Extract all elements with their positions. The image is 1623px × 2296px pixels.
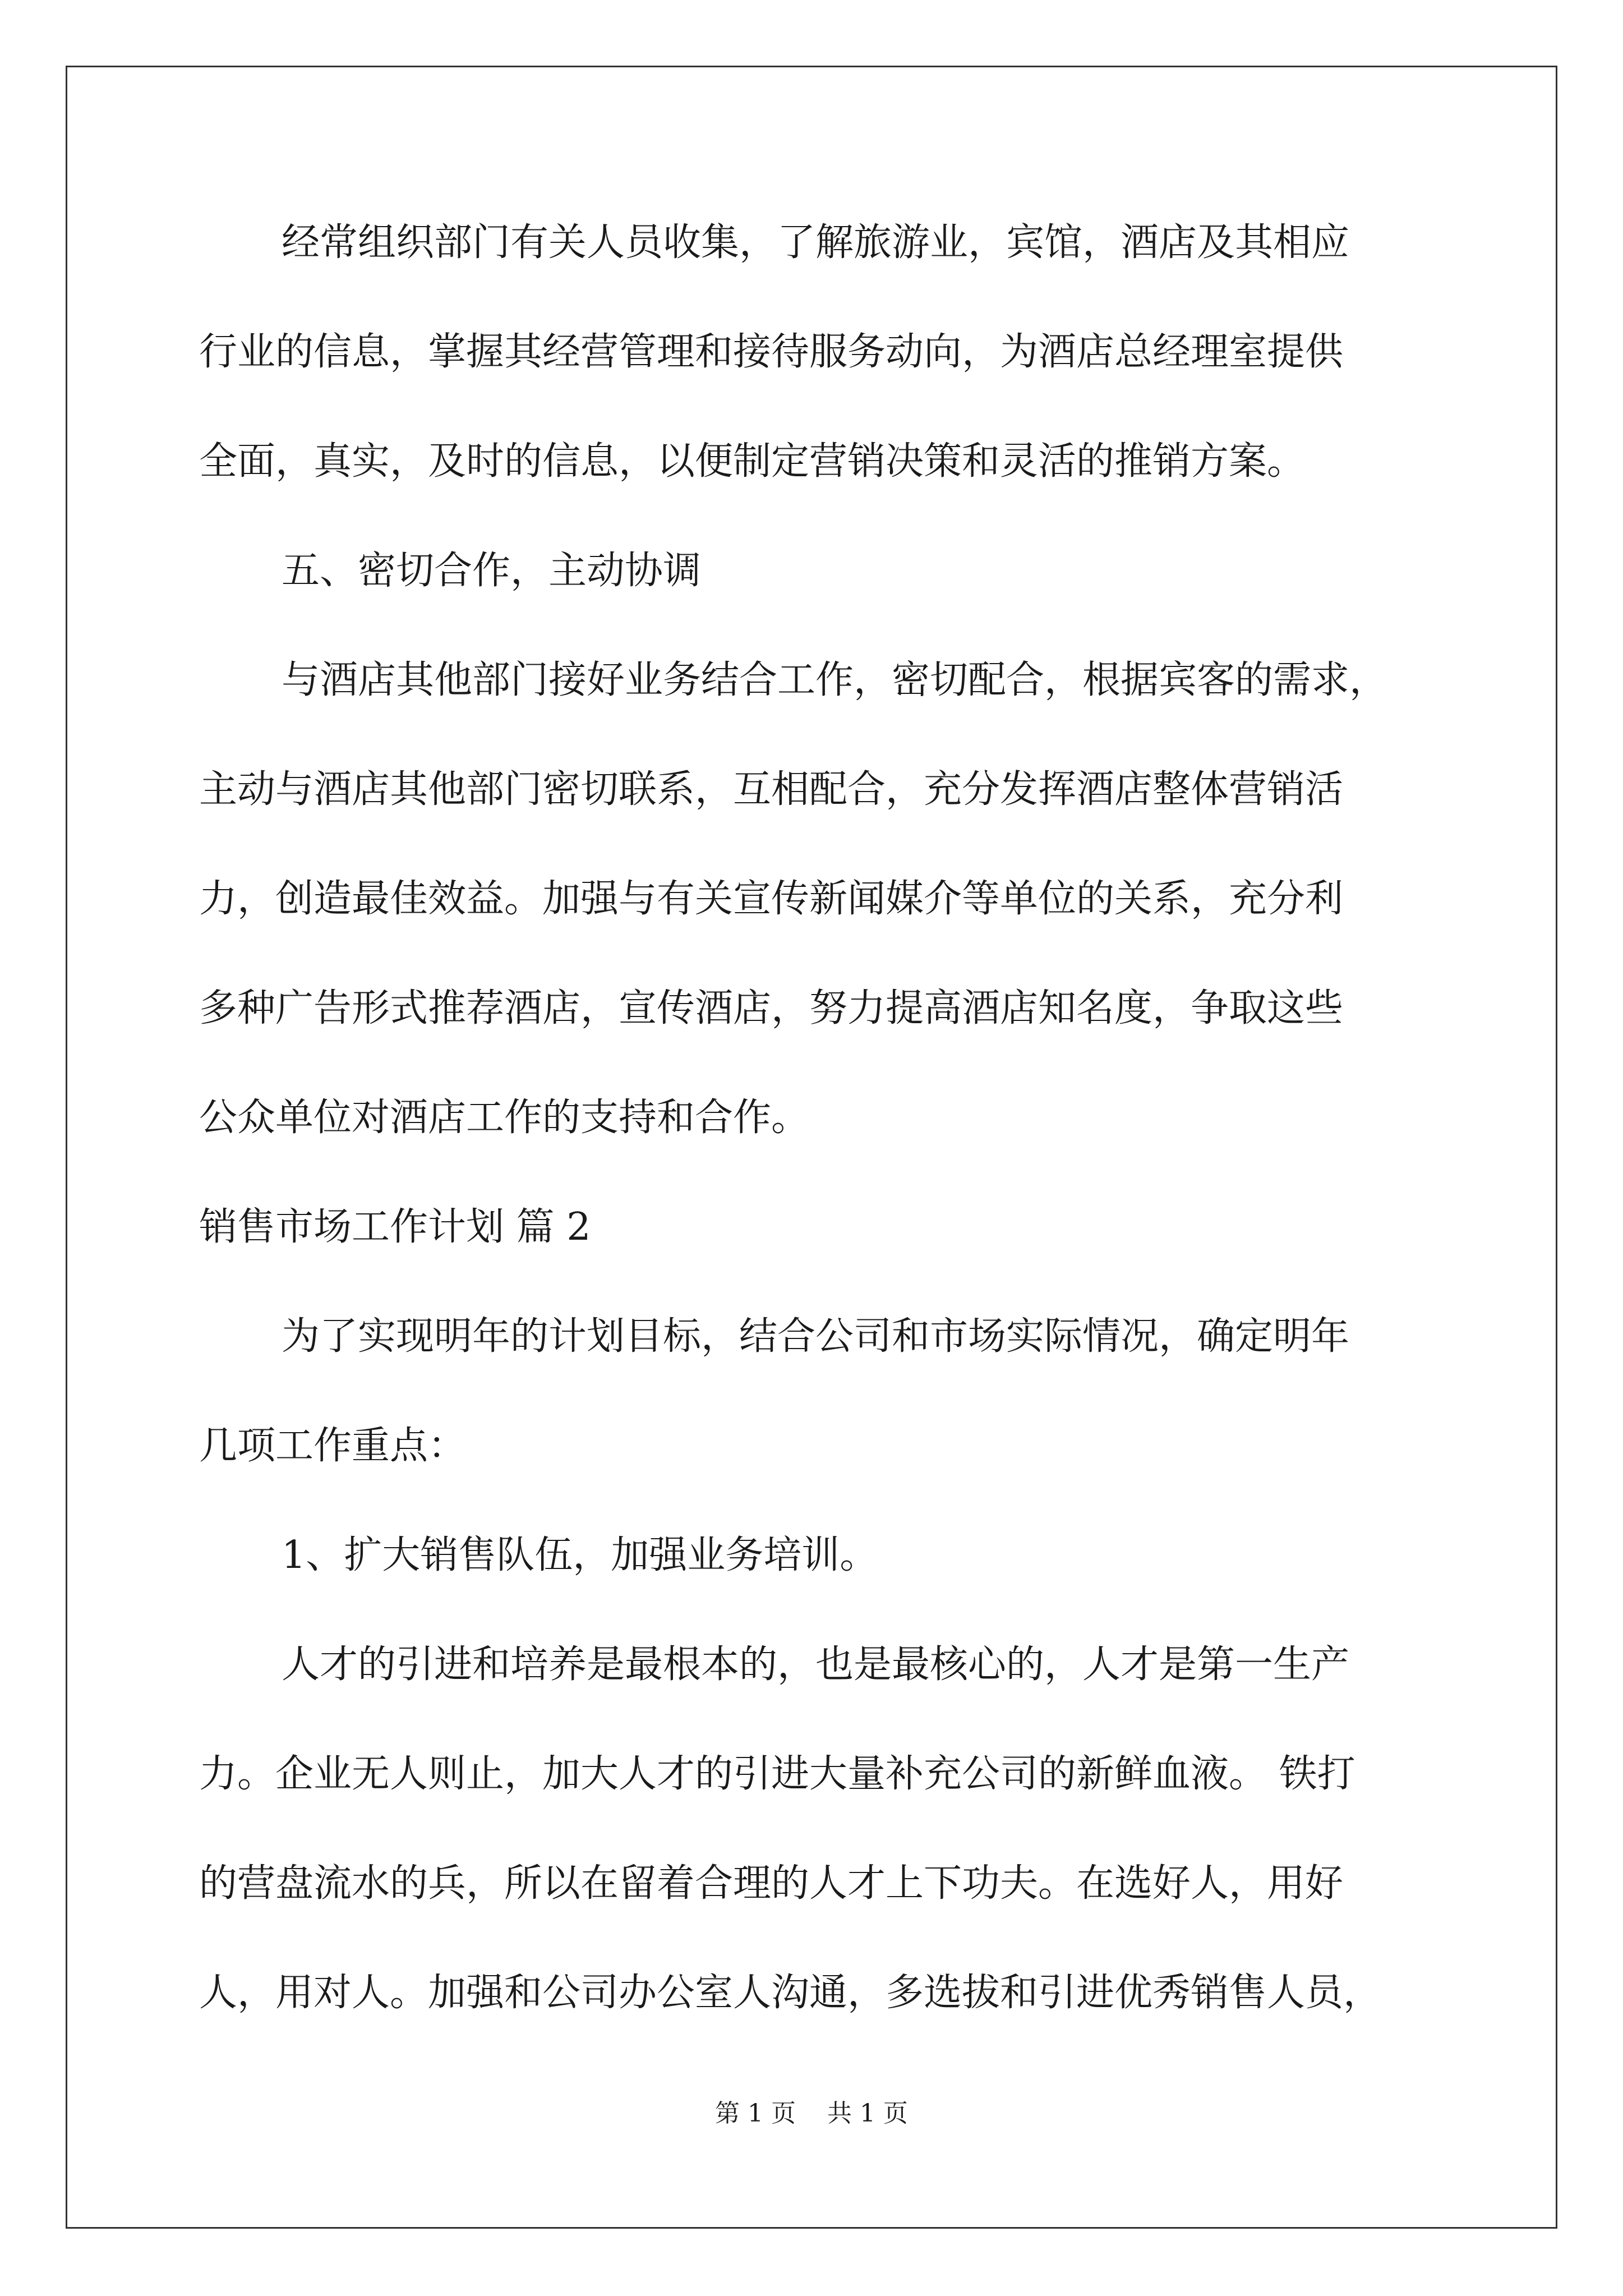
- paragraph-line: 经常组织部门有关人员收集，了解旅游业，宾馆，酒店及其相应: [282, 220, 1350, 265]
- paragraph-line: 力，创造最佳效益。加强与有关宣传新闻媒介等单位的关系，充分利: [199, 877, 1344, 921]
- paragraph-line: 的营盘流水的兵，所以在留着合理的人才上下功夫。在选好人，用好: [199, 1861, 1344, 1906]
- paragraph-line: 全面，真实，及时的信息，以便制定营销决策和灵活的推销方案。: [199, 439, 1306, 484]
- paragraph-line: 人才的引进和培养是最根本的，也是最核心的，人才是第一生产: [282, 1642, 1350, 1687]
- paragraph-line: 与酒店其他部门接好业务结合工作，密切配合，根据宾客的需求，: [282, 658, 1388, 702]
- section-heading: 五、密切合作，主动协调: [282, 549, 702, 593]
- paragraph-line: 几项工作重点：: [199, 1424, 467, 1468]
- paragraph-line: 行业的信息，掌握其经营管理和接待服务动向，为酒店总经理室提供: [199, 330, 1344, 374]
- paragraph-line: 主动与酒店其他部门密切联系，互相配合，充分发挥酒店整体营销活: [199, 767, 1344, 812]
- page-number-footer: 第 1 页 共 1 页: [715, 2099, 908, 2128]
- paragraph-line: 多种广告形式推荐酒店，宣传酒店，努力提高酒店知名度，争取这些: [199, 986, 1344, 1030]
- paragraph-line: 为了实现明年的计划目标，结合公司和市场实际情况，确定明年: [282, 1314, 1350, 1359]
- paragraph-line: 公众单位对酒店工作的支持和合作。: [199, 1096, 810, 1140]
- paragraph-line: 人，用对人。加强和公司办公室人沟通，多选拔和引进优秀销售人员，: [199, 1971, 1382, 2015]
- article-title: 销售市场工作计划 篇 2: [199, 1205, 591, 1249]
- section-heading: 1、扩大销售队伍，加强业务培训。: [282, 1533, 878, 1577]
- paragraph-line: 力。企业无人则止，加大人才的引进大量补充公司的新鲜血液。 铁打: [199, 1752, 1355, 1796]
